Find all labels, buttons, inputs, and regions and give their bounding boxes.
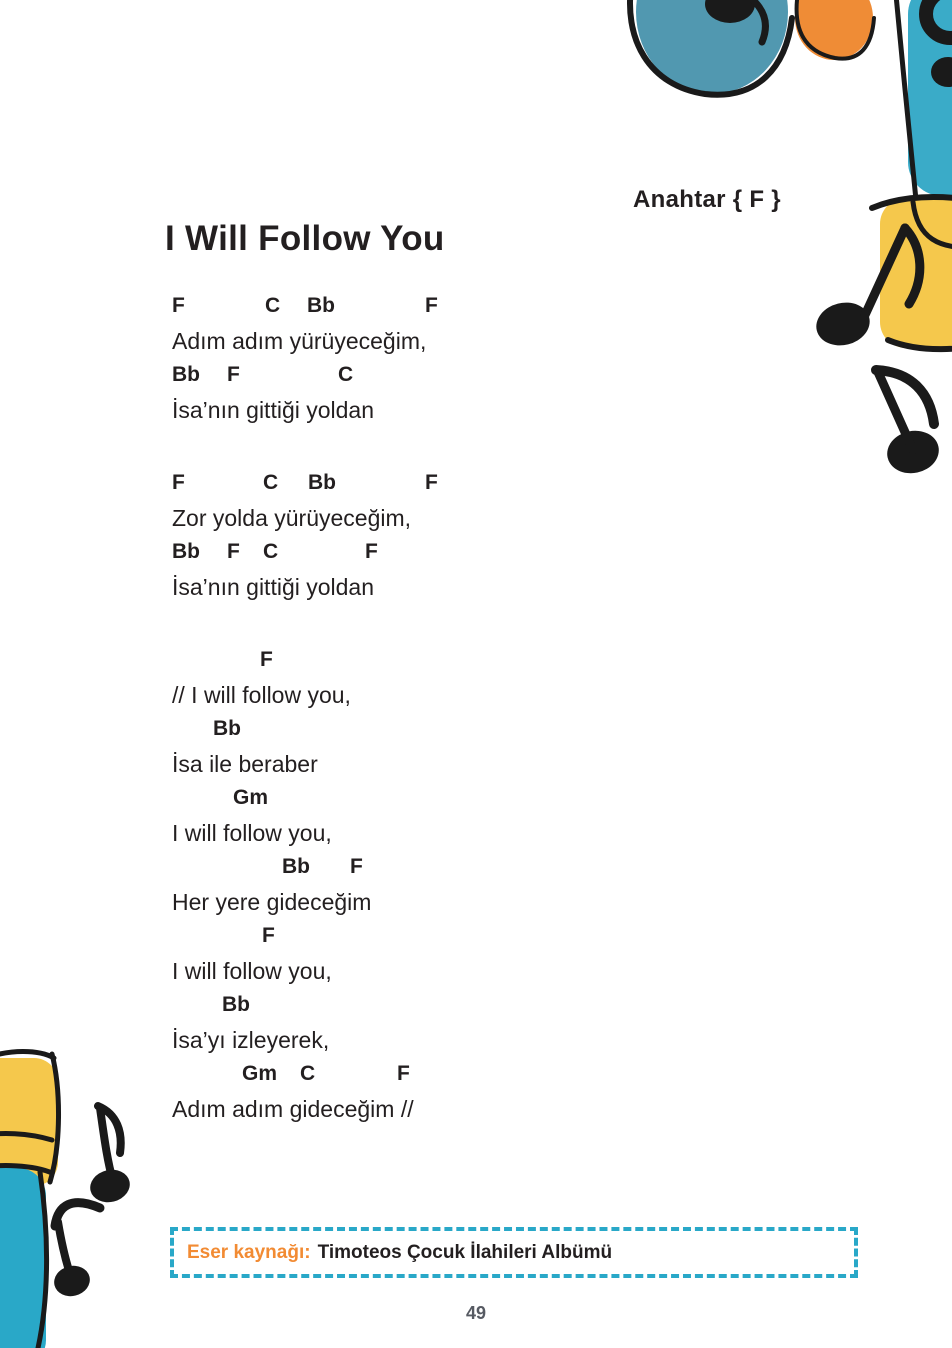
chord-row — [172, 1059, 652, 1094]
chord-row — [172, 921, 652, 956]
chord: F — [227, 363, 240, 386]
chord: F — [350, 855, 363, 878]
chord: F — [260, 648, 273, 671]
song-body — [172, 291, 652, 1167]
eighth-note-icon — [876, 370, 943, 478]
chord: F — [425, 294, 438, 317]
chord: C — [338, 363, 354, 386]
chord: F — [227, 540, 240, 563]
chord: F — [425, 471, 438, 494]
chord: Bb — [282, 855, 310, 878]
chord: Bb — [222, 993, 250, 1016]
chord-row — [172, 360, 652, 395]
yellow-block-icon — [0, 1052, 59, 1187]
chord-row — [172, 468, 652, 503]
chord: Bb — [308, 471, 336, 494]
chord-row — [172, 783, 652, 818]
chord: C — [300, 1062, 316, 1085]
chord: C — [265, 294, 281, 317]
source-label: Eser kaynağı: — [187, 1241, 311, 1263]
chord: Bb — [213, 717, 241, 740]
chord-row — [172, 852, 652, 887]
teal-circle-note-icon — [630, 0, 792, 95]
chord: C — [263, 471, 279, 494]
source-box — [170, 1227, 858, 1278]
eighth-note-icon — [812, 228, 920, 351]
song-section-chorus — [172, 645, 652, 1128]
lyric-line: I will follow you, — [172, 958, 332, 984]
yellow-block-icon — [872, 197, 952, 349]
song-section-verse-2 — [172, 468, 652, 606]
lyric-line: İsa’yı izleyerek, — [172, 1027, 330, 1053]
chord-row — [172, 990, 652, 1025]
song-section-verse-1 — [172, 291, 652, 429]
lyric-line: Zor yolda yürüyeceğim, — [172, 505, 412, 531]
chord-row — [172, 645, 652, 680]
chord: Gm — [233, 786, 269, 809]
page-number: 49 — [465, 1303, 487, 1323]
chord: F — [172, 294, 185, 317]
chord: F — [365, 540, 378, 563]
page-title: I Will Follow You — [165, 219, 445, 258]
chord: Bb — [172, 363, 200, 386]
chord-row — [172, 714, 652, 749]
chord: Bb — [172, 540, 200, 563]
source-value: Timoteos Çocuk İlahileri Albümü — [317, 1241, 613, 1263]
lyric-line: İsa ile beraber — [172, 751, 318, 777]
lyric-line: I will follow you, — [172, 820, 332, 846]
chord-row — [172, 291, 652, 326]
lyric-line: Adım adım yürüyeceğim, — [172, 328, 427, 354]
clef-bar-icon — [896, 0, 952, 218]
chord: F — [172, 471, 185, 494]
eighth-note-icon — [51, 1203, 100, 1300]
lyric-line: İsa’nın gittiği yoldan — [172, 397, 375, 423]
lyric-line: Her yere gideceğim — [172, 889, 372, 915]
chord: Gm — [242, 1062, 278, 1085]
lyric-line: Adım adım gideceğim // — [172, 1096, 414, 1122]
eighth-note-icon — [87, 1106, 134, 1206]
chord: C — [263, 540, 279, 563]
key-label: Anahtar { F } — [633, 186, 781, 213]
chord-row — [172, 537, 652, 572]
orange-dot-icon — [795, 0, 874, 60]
chord: F — [397, 1062, 410, 1085]
lyric-line: // I will follow you, — [172, 682, 351, 708]
chord: F — [262, 924, 275, 947]
music-decoration-top-right — [620, 0, 952, 500]
chord: Bb — [307, 294, 335, 317]
lyric-line: İsa’nın gittiği yoldan — [172, 574, 375, 600]
